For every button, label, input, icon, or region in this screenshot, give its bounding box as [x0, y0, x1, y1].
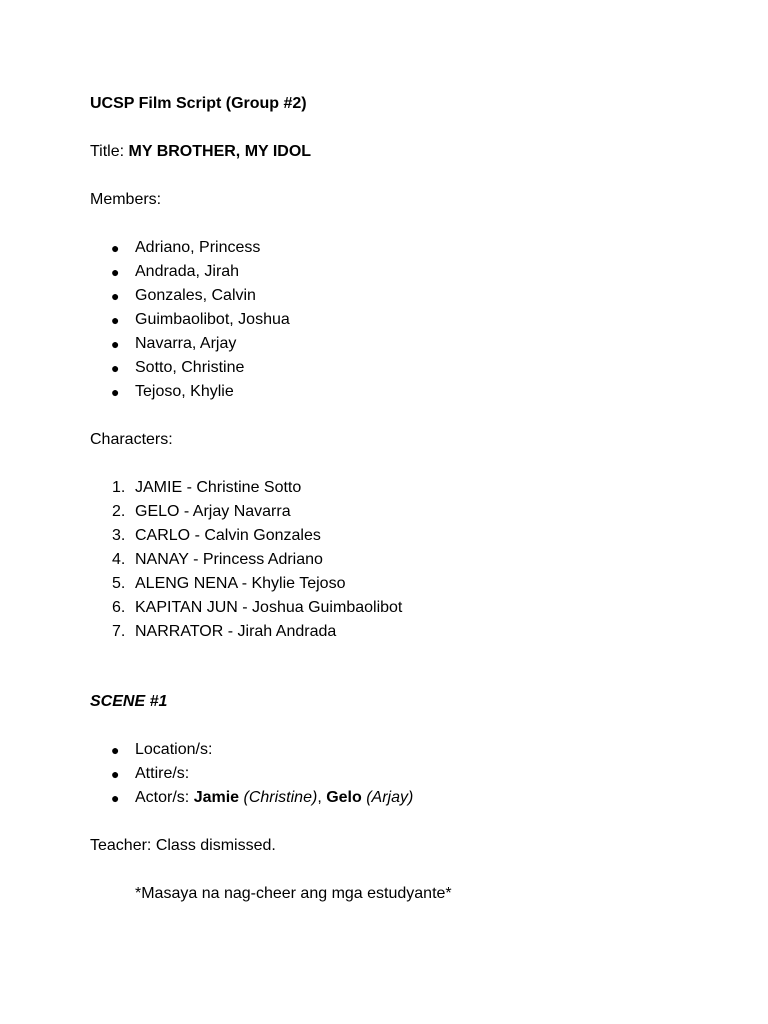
attire-label: Attire/s:: [135, 765, 190, 782]
bullet-icon: ●: [111, 360, 120, 376]
bullet-icon: ●: [111, 742, 120, 758]
bullet-icon: ●: [111, 312, 120, 328]
document-title: UCSP Film Script (Group #2): [90, 95, 307, 112]
location-label: Location/s:: [135, 741, 213, 758]
scene-details-list: [90, 740, 413, 812]
list-item: 6. KAPITAN JUN - Joshua Guimbaolibot: [112, 599, 403, 616]
members-heading: Members:: [90, 191, 162, 208]
bullet-icon: ●: [111, 288, 120, 304]
bullet-icon: ●: [111, 766, 120, 782]
actor-name: Gelo: [326, 789, 362, 806]
list-number: 4.: [112, 551, 126, 568]
stage-direction: *Masaya na nag-cheer ang mga estudyante*: [135, 885, 452, 902]
list-item: ● Andrada, Jirah: [111, 263, 240, 280]
characters-heading: Characters:: [90, 431, 173, 448]
list-number: 7.: [112, 623, 126, 640]
list-item: ● Guimbaolibot, Joshua: [111, 311, 290, 328]
list-item: 5. ALENG NENA - Khylie Tejoso: [112, 575, 346, 592]
list-number: 5.: [112, 575, 126, 592]
scene-heading: SCENE #1: [90, 693, 168, 710]
actor-player: (Arjay): [366, 789, 414, 806]
bullet-icon: ●: [111, 336, 120, 352]
characters-list: [90, 478, 402, 646]
bullet-icon: ●: [111, 790, 120, 806]
list-item: 4. NANAY - Princess Adriano: [112, 551, 323, 568]
actor-player: (Christine): [243, 789, 318, 806]
list-item: 3. CARLO - Calvin Gonzales: [112, 527, 321, 544]
list-item: ● Tejoso, Khylie: [111, 383, 234, 400]
list-number: 2.: [112, 503, 126, 520]
list-item: 7. NARRATOR - Jirah Andrada: [112, 623, 337, 640]
list-number: 6.: [112, 599, 126, 616]
list-item: ● Sotto, Christine: [111, 359, 245, 376]
list-item: [90, 764, 413, 788]
list-item: 2. GELO - Arjay Navarra: [112, 503, 291, 520]
list-item: [90, 740, 413, 764]
actor-name: Jamie: [193, 789, 240, 806]
film-title-value: MY BROTHER, MY IDOL: [128, 143, 312, 160]
bullet-icon: ●: [111, 384, 120, 400]
actors-label: Actor/s:: [135, 789, 194, 806]
bullet-icon: ●: [111, 240, 120, 256]
bullet-icon: ●: [111, 264, 120, 280]
teacher-dialogue: Teacher: Class dismissed.: [90, 837, 276, 854]
list-item: ● Navarra, Arjay: [111, 335, 237, 352]
list-item: [90, 788, 413, 812]
list-item: ● Adriano, Princess: [111, 239, 261, 256]
list-number: 1.: [112, 479, 126, 496]
list-item: 1. JAMIE - Christine Sotto: [112, 479, 302, 496]
members-list: [90, 238, 290, 406]
list-number: 3.: [112, 527, 126, 544]
actor-separator: ,: [317, 789, 327, 806]
list-item: ● Gonzales, Calvin: [111, 287, 256, 304]
film-title-label: Title:: [90, 143, 129, 160]
film-title-line: [90, 142, 311, 162]
